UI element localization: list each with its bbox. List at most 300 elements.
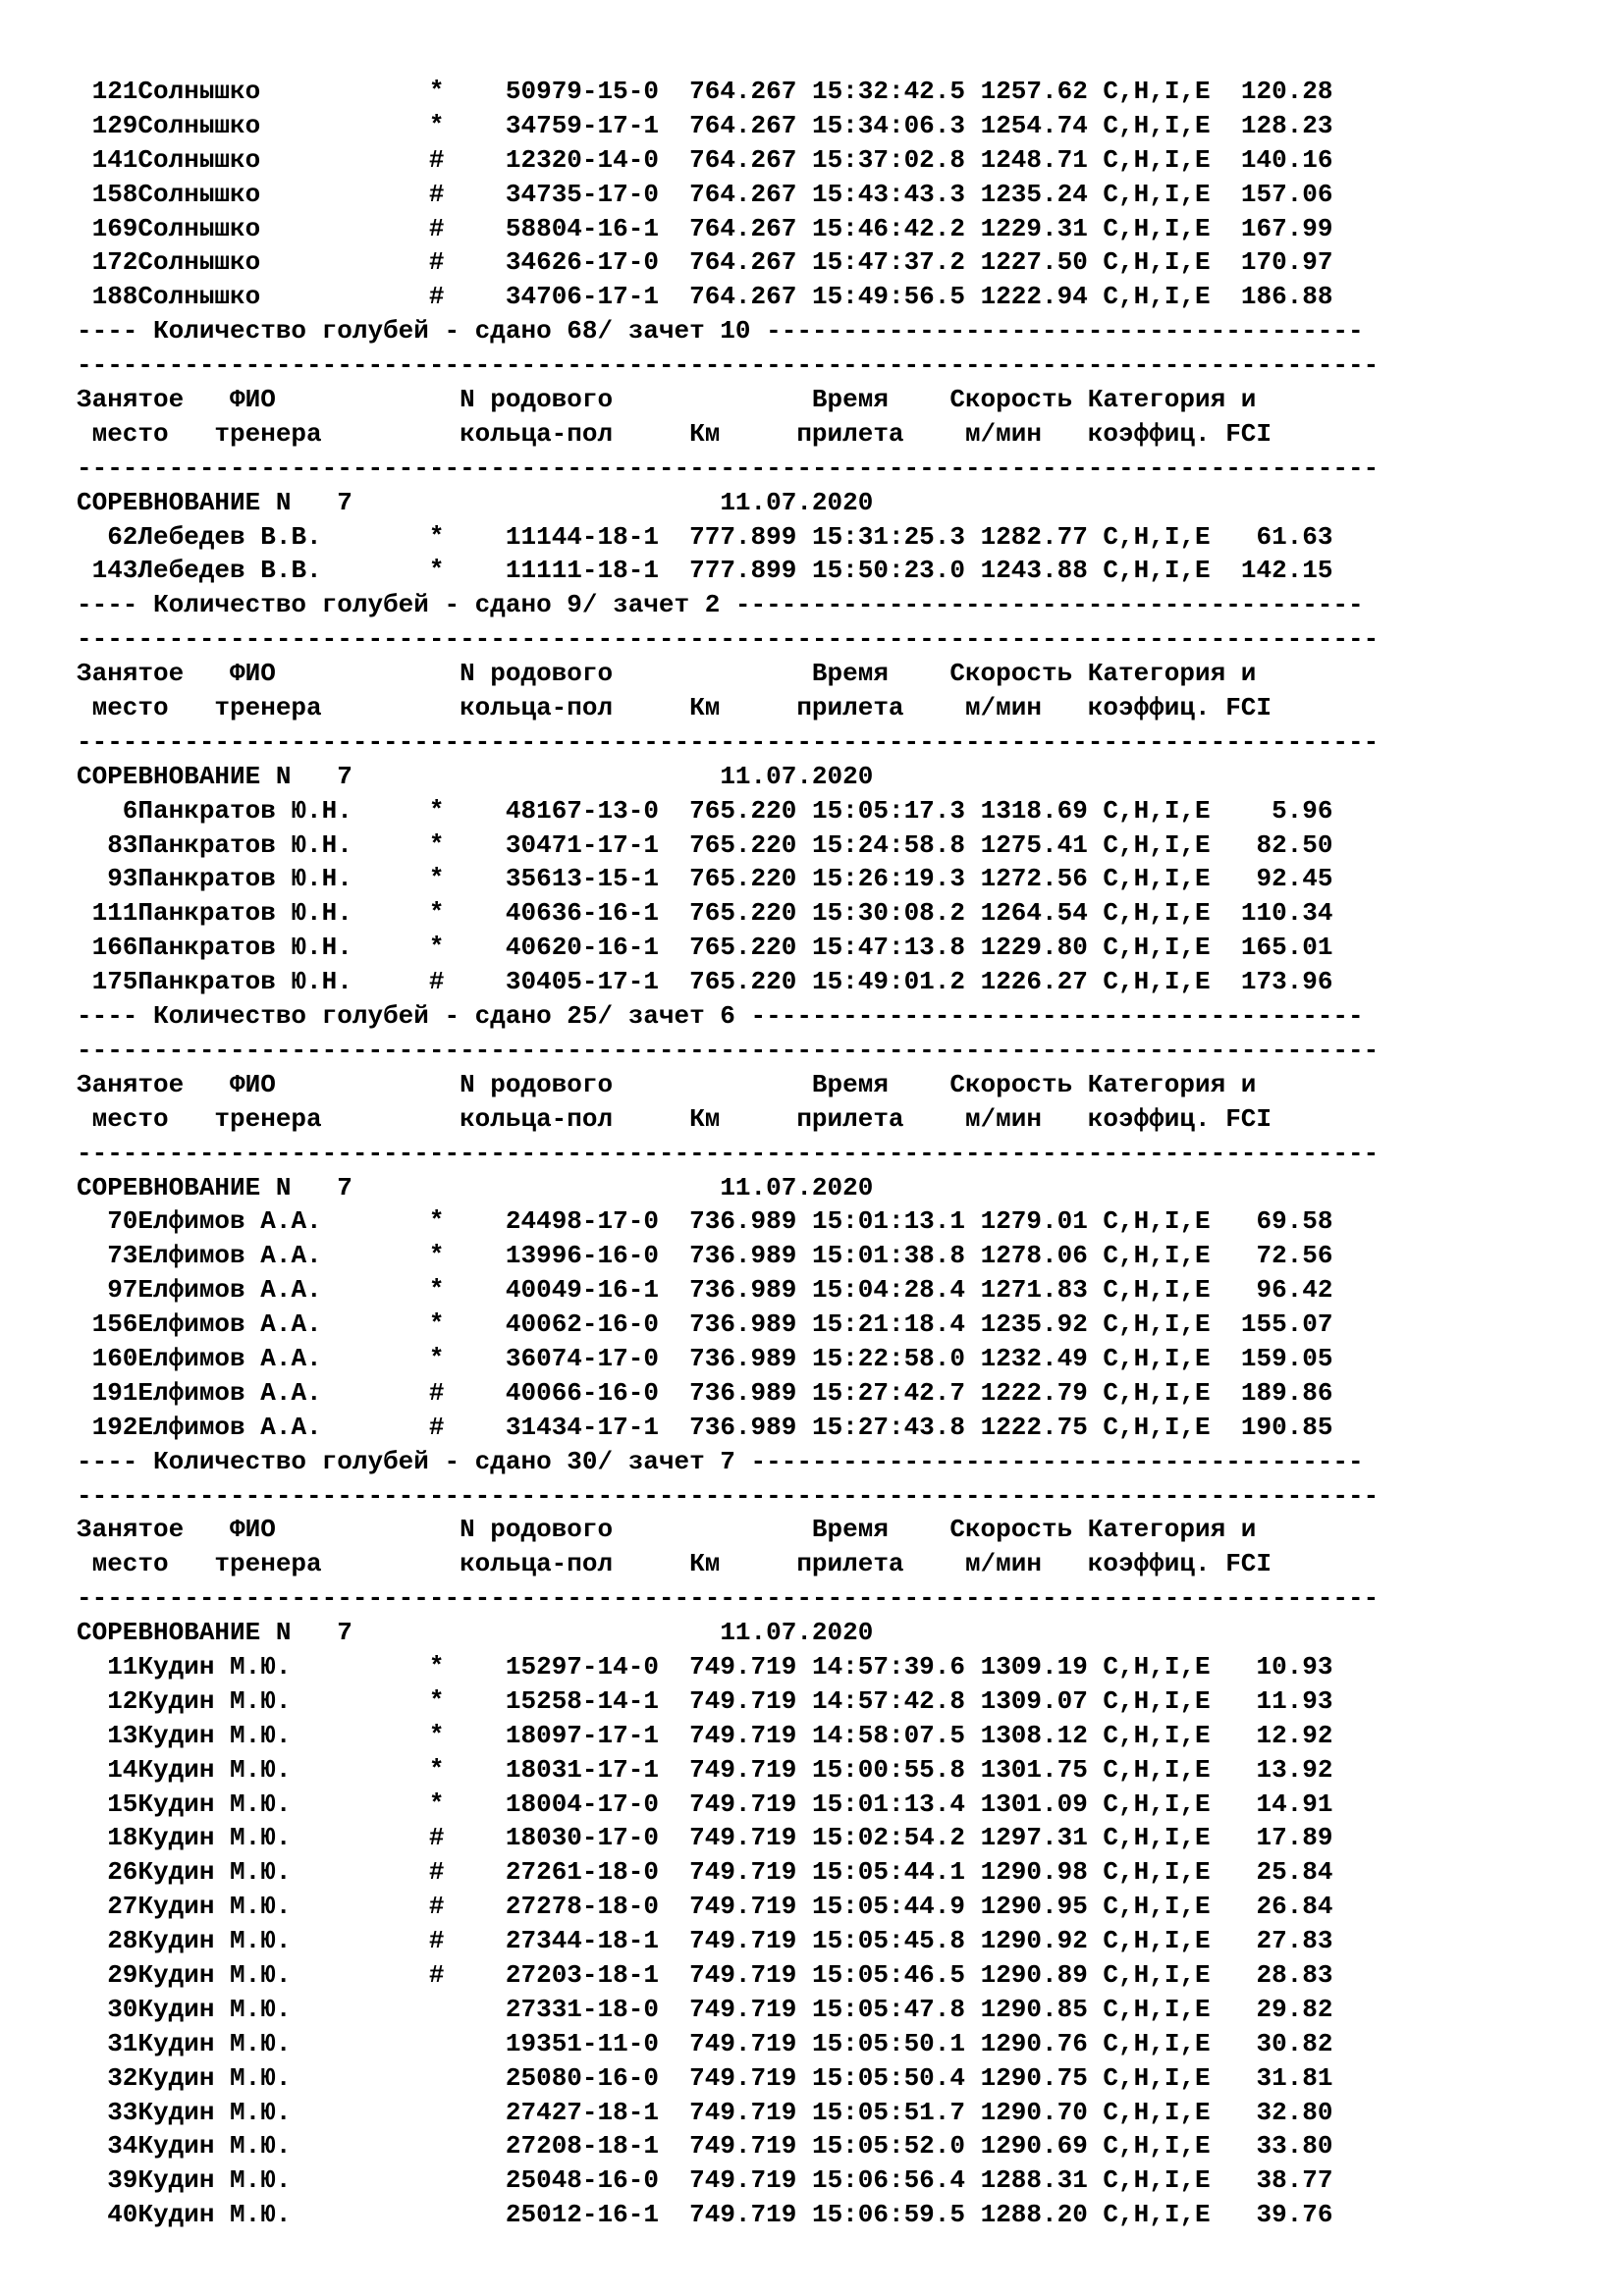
speed: 1271.83 [965, 1275, 1088, 1306]
trainer-name: Кудин М.Ю. [137, 2200, 368, 2230]
table-row [77, 1753, 1589, 1788]
ring-number: 19351-11-0 [444, 2028, 659, 2058]
place: 143 [77, 556, 138, 586]
arrival-time: 15:26:19.3 [796, 864, 965, 894]
ring-number: 30471-17-1 [444, 829, 659, 860]
place: 28 [77, 1926, 138, 1956]
competition-line [77, 760, 1589, 794]
mark: # [367, 282, 445, 312]
fci: 69.58 [1210, 1206, 1333, 1237]
mark: # [367, 1377, 445, 1408]
table-row [77, 1719, 1589, 1753]
fci: 120.28 [1210, 77, 1333, 106]
table-row [77, 896, 1589, 931]
mark [367, 2098, 444, 2127]
mark: * [367, 795, 445, 826]
fci: 26.84 [1210, 1892, 1333, 1922]
competition-line [77, 486, 1589, 520]
arrival-time: 15:05:44.9 [796, 1892, 965, 1922]
table-row [77, 143, 1589, 178]
ring-number: 15297-14-0 [444, 1651, 659, 1682]
trainer-name: Панкратов Ю.Н. [137, 967, 368, 997]
mark: # [367, 179, 445, 209]
place: 39 [77, 2165, 138, 2196]
speed: 1248.71 [965, 144, 1088, 175]
arrival-time: 15:06:56.4 [796, 2165, 965, 2196]
arrival-time: 15:05:52.0 [796, 2131, 965, 2162]
table-row [77, 2163, 1589, 2198]
category: C,H,I,E [1087, 247, 1211, 278]
speed: 1275.41 [965, 829, 1088, 860]
fci: 128.23 [1210, 110, 1333, 140]
ring-number: 13996-16-0 [444, 1241, 659, 1271]
competition-date: 11.07.2020 [720, 1618, 874, 1648]
speed: 1282.77 [965, 521, 1088, 552]
place: 29 [77, 1959, 138, 1990]
trainer-name: Панкратов Ю.Н. [137, 829, 368, 860]
speed: 1278.06 [965, 1241, 1088, 1271]
mark: * [367, 898, 445, 929]
mark: * [367, 933, 445, 963]
place: 141 [77, 144, 138, 175]
ring-number: 18031-17-1 [444, 1754, 659, 1785]
trainer-name: Елфимов А.А. [137, 1343, 368, 1373]
place: 30 [77, 1994, 138, 2024]
category: C,H,I,E [1087, 521, 1211, 552]
trainer-name: Кудин М.Ю. [137, 1994, 368, 2024]
ring-number: 27427-18-1 [444, 2097, 659, 2127]
ring-number: 40066-16-0 [444, 1377, 659, 1408]
trainer-name: Кудин М.Ю. [137, 1926, 368, 1956]
table-row [77, 828, 1589, 863]
trainer-name: Панкратов Ю.Н. [137, 795, 368, 826]
place: 31 [77, 2028, 138, 2058]
header-line-2: место тренера кольца-пол Км прилета м/мин коэффиц. FCI [77, 1103, 1272, 1134]
distance-km: 749.719 [658, 1892, 797, 1922]
speed: 1290.95 [965, 1892, 1088, 1922]
fci: 39.76 [1210, 2200, 1333, 2230]
distance-km: 764.267 [658, 179, 797, 209]
arrival-time: 14:57:42.8 [796, 1685, 965, 1716]
trainer-name: Солнышко [137, 77, 368, 106]
speed: 1288.31 [965, 2165, 1088, 2196]
table-row [77, 1376, 1589, 1411]
trainer-name: Солнышко [137, 179, 368, 209]
mark: * [367, 1651, 445, 1682]
distance-km: 749.719 [658, 2131, 797, 2162]
category: C,H,I,E [1087, 1754, 1211, 1785]
mark: * [367, 556, 445, 586]
arrival-time: 15:47:13.8 [796, 933, 965, 963]
trainer-name: Елфимов А.А. [137, 1241, 368, 1271]
category: C,H,I,E [1087, 2200, 1211, 2230]
mark: # [367, 1959, 445, 1990]
distance-km: 764.267 [658, 282, 797, 312]
speed: 1272.56 [965, 864, 1088, 894]
summary-line: ---- Количество голубей - сдано 68/ зачет 10 --------------------------------------- [77, 316, 1364, 347]
place: 15 [77, 1789, 138, 1819]
category: C,H,I,E [1087, 144, 1211, 175]
ring-number: 15258-14-1 [444, 1685, 659, 1716]
competition-line [77, 1616, 1589, 1650]
arrival-time: 15:49:56.5 [796, 282, 965, 312]
mark: * [367, 1720, 445, 1750]
fci: 13.92 [1210, 1754, 1333, 1785]
mark [367, 2063, 444, 2093]
place: 33 [77, 2097, 138, 2127]
ring-number: 18097-17-1 [444, 1720, 659, 1750]
fci: 155.07 [1210, 1309, 1333, 1340]
speed: 1290.69 [965, 2131, 1088, 2162]
rule-line: ------------------------------------------------------------------------------------- [77, 624, 1380, 655]
mark: * [367, 1275, 445, 1306]
ring-number: 50979-15-0 [444, 77, 659, 106]
trainer-name: Панкратов Ю.Н. [137, 898, 368, 929]
category: C,H,I,E [1087, 1241, 1211, 1271]
fci: 110.34 [1210, 898, 1333, 929]
ring-number: 12320-14-0 [444, 144, 659, 175]
speed: 1254.74 [965, 110, 1088, 140]
arrival-time: 15:05:47.8 [796, 1994, 965, 2024]
rule-line: ------------------------------------------------------------------------------------- [77, 1035, 1380, 1065]
trainer-name: Кудин М.Ю. [137, 2062, 368, 2093]
mark [367, 1995, 444, 2024]
place: 62 [77, 521, 138, 552]
distance-km: 749.719 [658, 1994, 797, 2024]
ring-number: 48167-13-0 [444, 795, 659, 826]
place: 172 [77, 247, 138, 278]
mark: # [367, 213, 445, 243]
place: 111 [77, 898, 138, 929]
fci: 140.16 [1210, 144, 1333, 175]
arrival-time: 15:01:38.8 [796, 1241, 965, 1271]
distance-km: 765.220 [658, 829, 797, 860]
table-row [77, 1993, 1589, 2027]
table-row [77, 1342, 1589, 1376]
distance-km: 736.989 [658, 1275, 797, 1306]
place: 14 [77, 1754, 138, 1785]
table-row [77, 1273, 1589, 1308]
mark: # [367, 1857, 445, 1888]
trainer-name: Лебедев В.В. [137, 556, 368, 586]
speed: 1290.85 [965, 1994, 1088, 2024]
category: C,H,I,E [1087, 179, 1211, 209]
arrival-time: 15:43:43.3 [796, 179, 965, 209]
arrival-time: 15:02:54.2 [796, 1823, 965, 1853]
table-row [77, 75, 1589, 109]
arrival-time: 15:00:55.8 [796, 1754, 965, 1785]
ring-number: 34759-17-1 [444, 110, 659, 140]
trainer-name: Панкратов Ю.Н. [137, 864, 368, 894]
distance-km: 736.989 [658, 1241, 797, 1271]
trainer-name: Кудин М.Ю. [137, 1857, 368, 1888]
distance-km: 764.267 [658, 144, 797, 175]
speed: 1309.19 [965, 1651, 1088, 1682]
competition-date: 11.07.2020 [720, 487, 874, 517]
results-report [77, 75, 1589, 2232]
table-row [77, 2061, 1589, 2096]
ring-number: 40620-16-1 [444, 933, 659, 963]
fci: 29.82 [1210, 1994, 1333, 2024]
distance-km: 749.719 [658, 1823, 797, 1853]
table-row [77, 794, 1589, 828]
distance-km: 764.267 [658, 247, 797, 278]
table-row [77, 862, 1589, 896]
competition-line [77, 1171, 1589, 1205]
distance-km: 749.719 [658, 1754, 797, 1785]
header-line-2: место тренера кольца-пол Км прилета м/мин коэффиц. FCI [77, 1549, 1272, 1579]
fci: 33.80 [1210, 2131, 1333, 2162]
distance-km: 736.989 [658, 1377, 797, 1408]
mark [367, 2029, 444, 2058]
speed: 1290.76 [965, 2028, 1088, 2058]
ring-number: 24498-17-0 [444, 1206, 659, 1237]
fci: 82.50 [1210, 829, 1333, 860]
rule-line: ------------------------------------------------------------------------------------- [77, 1138, 1380, 1168]
fci: 14.91 [1210, 1789, 1333, 1819]
distance-km: 736.989 [658, 1206, 797, 1237]
table-row [77, 1411, 1589, 1445]
mark: # [367, 1412, 445, 1442]
distance-km: 765.220 [658, 864, 797, 894]
table-row [77, 2129, 1589, 2163]
table-row [77, 1890, 1589, 1924]
mark: * [367, 1206, 445, 1237]
place: 158 [77, 179, 138, 209]
category: C,H,I,E [1087, 1343, 1211, 1373]
table-row [77, 1239, 1589, 1273]
category: C,H,I,E [1087, 1412, 1211, 1442]
arrival-time: 15:05:51.7 [796, 2097, 965, 2127]
mark: * [367, 1789, 445, 1819]
distance-km: 765.220 [658, 795, 797, 826]
speed: 1264.54 [965, 898, 1088, 929]
competition-title: СОРЕВНОВАНИЕ N 7 [77, 1618, 721, 1648]
place: 11 [77, 1651, 138, 1682]
ring-number: 27203-18-1 [444, 1959, 659, 1990]
speed: 1226.27 [965, 967, 1088, 997]
ring-number: 27208-18-1 [444, 2131, 659, 2162]
header-line-1: Занятое ФИО N родового Время Скорость Категория и [77, 659, 1257, 689]
category: C,H,I,E [1087, 1651, 1211, 1682]
speed: 1222.79 [965, 1377, 1088, 1408]
arrival-time: 15:27:43.8 [796, 1412, 965, 1442]
rule-line: ------------------------------------------------------------------------------------- [77, 350, 1380, 381]
place: 40 [77, 2200, 138, 2230]
speed: 1318.69 [965, 795, 1088, 826]
table-row [77, 1684, 1589, 1719]
speed: 1235.24 [965, 179, 1088, 209]
rule-line: ------------------------------------------------------------------------------------- [77, 726, 1380, 757]
fci: 170.97 [1210, 247, 1333, 278]
header-line-1: Занятое ФИО N родового Время Скорость Категория и [77, 1069, 1257, 1099]
category: C,H,I,E [1087, 2097, 1211, 2127]
distance-km: 736.989 [658, 1412, 797, 1442]
category: C,H,I,E [1087, 1206, 1211, 1237]
ring-number: 27278-18-0 [444, 1892, 659, 1922]
place: 191 [77, 1377, 138, 1408]
place: 27 [77, 1892, 138, 1922]
fci: 61.63 [1210, 521, 1333, 552]
ring-number: 34706-17-1 [444, 282, 659, 312]
distance-km: 736.989 [658, 1309, 797, 1340]
distance-km: 749.719 [658, 1926, 797, 1956]
arrival-time: 15:31:25.3 [796, 521, 965, 552]
distance-km: 749.719 [658, 1720, 797, 1750]
ring-number: 34626-17-0 [444, 247, 659, 278]
arrival-time: 15:32:42.5 [796, 77, 965, 106]
ring-number: 25012-16-1 [444, 2200, 659, 2230]
speed: 1279.01 [965, 1206, 1088, 1237]
speed: 1308.12 [965, 1720, 1088, 1750]
arrival-time: 15:06:59.5 [796, 2200, 965, 2230]
mark: # [367, 144, 445, 175]
fci: 157.06 [1210, 179, 1333, 209]
rule-line: ------------------------------------------------------------------------------------- [77, 1583, 1380, 1614]
category: C,H,I,E [1087, 1994, 1211, 2024]
arrival-time: 15:30:08.2 [796, 898, 965, 929]
table-row [77, 178, 1589, 212]
category: C,H,I,E [1087, 1823, 1211, 1853]
arrival-time: 15:24:58.8 [796, 829, 965, 860]
speed: 1288.20 [965, 2200, 1088, 2230]
fci: 173.96 [1210, 967, 1333, 997]
speed: 1297.31 [965, 1823, 1088, 1853]
distance-km: 749.719 [658, 1651, 797, 1682]
table-row [77, 1204, 1589, 1239]
table-row [77, 1821, 1589, 1855]
table-row [77, 280, 1589, 314]
arrival-time: 15:01:13.4 [796, 1789, 965, 1819]
speed: 1229.80 [965, 933, 1088, 963]
mark: * [367, 1309, 445, 1340]
trainer-name: Солнышко [137, 110, 368, 140]
trainer-name: Кудин М.Ю. [137, 2028, 368, 2058]
arrival-time: 14:57:39.6 [796, 1651, 965, 1682]
place: 70 [77, 1206, 138, 1237]
fci: 12.92 [1210, 1720, 1333, 1750]
fci: 10.93 [1210, 1651, 1333, 1682]
competition-title: СОРЕВНОВАНИЕ N 7 [77, 1172, 721, 1202]
speed: 1290.89 [965, 1959, 1088, 1990]
ring-number: 27344-18-1 [444, 1926, 659, 1956]
trainer-name: Панкратов Ю.Н. [137, 933, 368, 963]
ring-number: 25080-16-0 [444, 2062, 659, 2093]
arrival-time: 15:34:06.3 [796, 110, 965, 140]
ring-number: 18004-17-0 [444, 1789, 659, 1819]
distance-km: 777.899 [658, 521, 797, 552]
table-row [77, 1650, 1589, 1684]
summary-line: ---- Количество голубей - сдано 25/ зачет 6 ---------------------------------------- [77, 1001, 1364, 1032]
mark [367, 2165, 444, 2195]
category: C,H,I,E [1087, 829, 1211, 860]
ring-number: 25048-16-0 [444, 2165, 659, 2196]
place: 13 [77, 1720, 138, 1750]
fci: 92.45 [1210, 864, 1333, 894]
arrival-time: 15:47:37.2 [796, 247, 965, 278]
distance-km: 764.267 [658, 110, 797, 140]
trainer-name: Солнышко [137, 213, 368, 243]
distance-km: 765.220 [658, 933, 797, 963]
speed: 1257.62 [965, 77, 1088, 106]
arrival-time: 15:04:28.4 [796, 1275, 965, 1306]
fci: 96.42 [1210, 1275, 1333, 1306]
table-row [77, 1924, 1589, 1958]
table-row [77, 554, 1589, 588]
trainer-name: Кудин М.Ю. [137, 1685, 368, 1716]
place: 83 [77, 829, 138, 860]
speed: 1227.50 [965, 247, 1088, 278]
place: 34 [77, 2131, 138, 2162]
category: C,H,I,E [1087, 898, 1211, 929]
category: C,H,I,E [1087, 967, 1211, 997]
table-row [77, 245, 1589, 280]
place: 26 [77, 1857, 138, 1888]
header-line-2: место тренера кольца-пол Км прилета м/мин коэффиц. FCI [77, 418, 1272, 449]
fci: 167.99 [1210, 213, 1333, 243]
speed: 1301.75 [965, 1754, 1088, 1785]
place: 93 [77, 864, 138, 894]
category: C,H,I,E [1087, 282, 1211, 312]
category: C,H,I,E [1087, 556, 1211, 586]
category: C,H,I,E [1087, 1377, 1211, 1408]
speed: 1290.92 [965, 1926, 1088, 1956]
fci: 38.77 [1210, 2165, 1333, 2196]
ring-number: 58804-16-1 [444, 213, 659, 243]
distance-km: 749.719 [658, 2097, 797, 2127]
category: C,H,I,E [1087, 864, 1211, 894]
trainer-name: Кудин М.Ю. [137, 1959, 368, 1990]
trainer-name: Кудин М.Ю. [137, 1651, 368, 1682]
mark: * [367, 864, 445, 894]
arrival-time: 15:22:58.0 [796, 1343, 965, 1373]
distance-km: 764.267 [658, 77, 797, 106]
mark: * [367, 1241, 445, 1271]
fci: 159.05 [1210, 1343, 1333, 1373]
trainer-name: Елфимов А.А. [137, 1412, 368, 1442]
fci: 5.96 [1210, 795, 1333, 826]
place: 18 [77, 1823, 138, 1853]
ring-number: 31434-17-1 [444, 1412, 659, 1442]
speed: 1290.75 [965, 2062, 1088, 2093]
mark: * [367, 521, 445, 552]
table-row [77, 1308, 1589, 1342]
trainer-name: Солнышко [137, 282, 368, 312]
fci: 189.86 [1210, 1377, 1333, 1408]
category: C,H,I,E [1087, 2165, 1211, 2196]
category: C,H,I,E [1087, 933, 1211, 963]
arrival-time: 15:05:50.4 [796, 2062, 965, 2093]
arrival-time: 15:01:13.1 [796, 1206, 965, 1237]
mark: * [367, 1685, 445, 1716]
fci: 28.83 [1210, 1959, 1333, 1990]
arrival-time: 15:49:01.2 [796, 967, 965, 997]
place: 129 [77, 110, 138, 140]
place: 192 [77, 1412, 138, 1442]
distance-km: 777.899 [658, 556, 797, 586]
place: 188 [77, 282, 138, 312]
category: C,H,I,E [1087, 213, 1211, 243]
table-row [77, 1788, 1589, 1822]
category: C,H,I,E [1087, 1959, 1211, 1990]
category: C,H,I,E [1087, 1926, 1211, 1956]
distance-km: 764.267 [658, 213, 797, 243]
table-row [77, 965, 1589, 999]
distance-km: 749.719 [658, 1857, 797, 1888]
arrival-time: 15:05:45.8 [796, 1926, 965, 1956]
table-row [77, 1855, 1589, 1890]
category: C,H,I,E [1087, 1857, 1211, 1888]
